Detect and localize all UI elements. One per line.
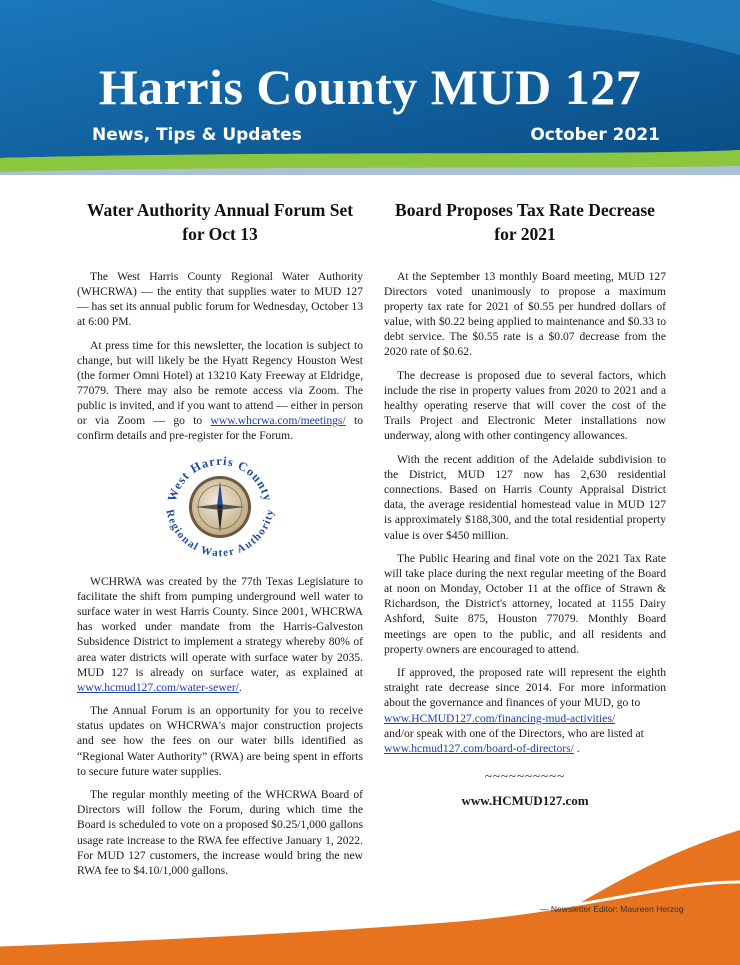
left-column — [77, 198, 363, 886]
website-url: www.HCMUD127.com — [461, 792, 589, 808]
left-paragraph-2-text: At press time for this newsletter, the location is subject to change, but will likely be the Hyatt Regency Houston West (the former Omni Hotel) at 13210 Katy Freeway at Eldridge, 77079. There may also be remote access via Zoom. The public is invited, and if you want to attend — either in person or via Zoom — go to — [77, 338, 363, 428]
left-paragraph-3 — [77, 574, 363, 695]
right-paragraph-5-tail: . — [573, 741, 580, 755]
right-paragraph-4: The Public Hearing and final vote on the 2021 Tax Rate will take place during the next regular meeting of the Board at noon on Monday, October 11 at the office of Strawn & Richardson, the District's attorney, located at 1155 Dairy Ashford, Suite 875, Houston 77079. Monthly Board meetings are open to the public, and all residents and property owners are encouraged to attend. — [384, 552, 666, 656]
left-paragraph-5: The regular monthly meeting of the WHCRWA Board of Directors will follow the Forum, during which time the Board is scheduled to vote on a proposed $0.25/1,000 gallons usage rate increase to the RWA fee effective January 1, 2022. For MUD 127 customers, the increase would bring the new RWA fee to $4.10/1,000 gallons. — [77, 788, 363, 877]
masthead — [0, 0, 740, 175]
left-paragraph-4: The Annual Forum is an opportunity for you to receive status updates on WHCRWA's major construction projects and see how the fees on our water bills identified as “Regional Water Authority” (RWA) are being spent in efforts to secure future water supplies. — [77, 704, 363, 778]
left-paragraph-3-tail: . — [238, 680, 242, 694]
left-paragraph-1: The West Harris County Regional Water Authority (WHCRWA) — the entity that supplies water to MUD 127 — has set its annual public forum for Wednesday, October 13 at 6:00 PM. — [77, 270, 363, 329]
footer-wave-background — [0, 820, 740, 965]
financing-mud-link[interactable]: www.HCMUD127.com/financing-mud-activities/ — [384, 711, 616, 725]
whcrwa-meetings-link[interactable]: www.whcrwa.com/meetings/ — [210, 414, 346, 428]
whcrwa-emblem — [77, 452, 363, 564]
right-column — [384, 198, 666, 808]
left-article-heading: Water Authority Annual Forum Set for Oct 13 — [86, 200, 354, 244]
water-sewer-link[interactable]: www.hcmud127.com/water-sewer/ — [77, 680, 239, 694]
newsletter-editor-credit: — Newsletter Editor: Maureen Herzog — [540, 904, 684, 914]
right-paragraph-5-mid: and/or speak with one of the Directors, who are listed at — [384, 726, 644, 740]
right-paragraph-5-text: If approved, the proposed rate will represent the eighth straight rate decrease since 2014. For more information about the governance and finances of your MUD, go to — [384, 666, 666, 710]
issue-date: October 2021 — [530, 125, 660, 145]
compass-logo-icon — [159, 452, 281, 564]
emblem-text-top: West Harris County — [164, 453, 276, 504]
newsletter-title: Harris County MUD 127 — [98, 59, 642, 115]
board-of-directors-link[interactable]: www.hcmud127.com/board-of-directors/ — [384, 741, 574, 755]
right-paragraph-2: The decrease is proposed due to several factors, which include the rise in property values from 2020 to 2021 and a healthy operating reserve that will cover the cost of the Trails Project and Electronic Meter installations now underway, along with other contingency allowances. — [384, 369, 666, 443]
right-paragraph-3: With the recent addition of the Adelaide subdivision to the District, MUD 127 now has 2,630 residential connections. Based on Harris County Appraisal District data, the average residential homestead value in MUD 127 is approximately $188,300, and the total residential property value is over $450 million. — [384, 453, 666, 542]
right-paragraph-1: At the September 13 monthly Board meeting, MUD 127 Directors voted unanimously to propose a maximum property tax rate for 2021 of $0.55 per hundred dollars of value, with $0.22 being applied to maintenance and $0.33 to debt service. The $0.55 rate is a $0.07 decrease from the 2020 rate of $0.62. — [384, 270, 666, 359]
left-paragraph-2 — [77, 338, 363, 444]
emblem-text-bottom: Regional Water Authority — [163, 508, 277, 560]
left-paragraph-2-tail: to confirm details and pre-register for the Forum. — [77, 414, 363, 443]
right-paragraph-5 — [384, 665, 666, 756]
left-paragraph-3-text: WCHRWA was created by the 77th Texas Legislature to facilitate the shift from pumping underground well water to surface water in west Harris County. Since 2001, WHCRWA has worked under mandate from the Harris-Galveston Subsidence District to implement a strategy whereby 80% of area water districts will operate with surface water by 2035. MUD 127 is already on surface water, as explained at — [77, 575, 363, 679]
right-article-heading: Board Proposes Tax Rate Decrease for 2021 — [395, 200, 655, 244]
newsletter-subtitle: News, Tips & Updates — [92, 125, 302, 145]
tilde-divider: ~~~~~~~~~~ — [484, 767, 566, 783]
